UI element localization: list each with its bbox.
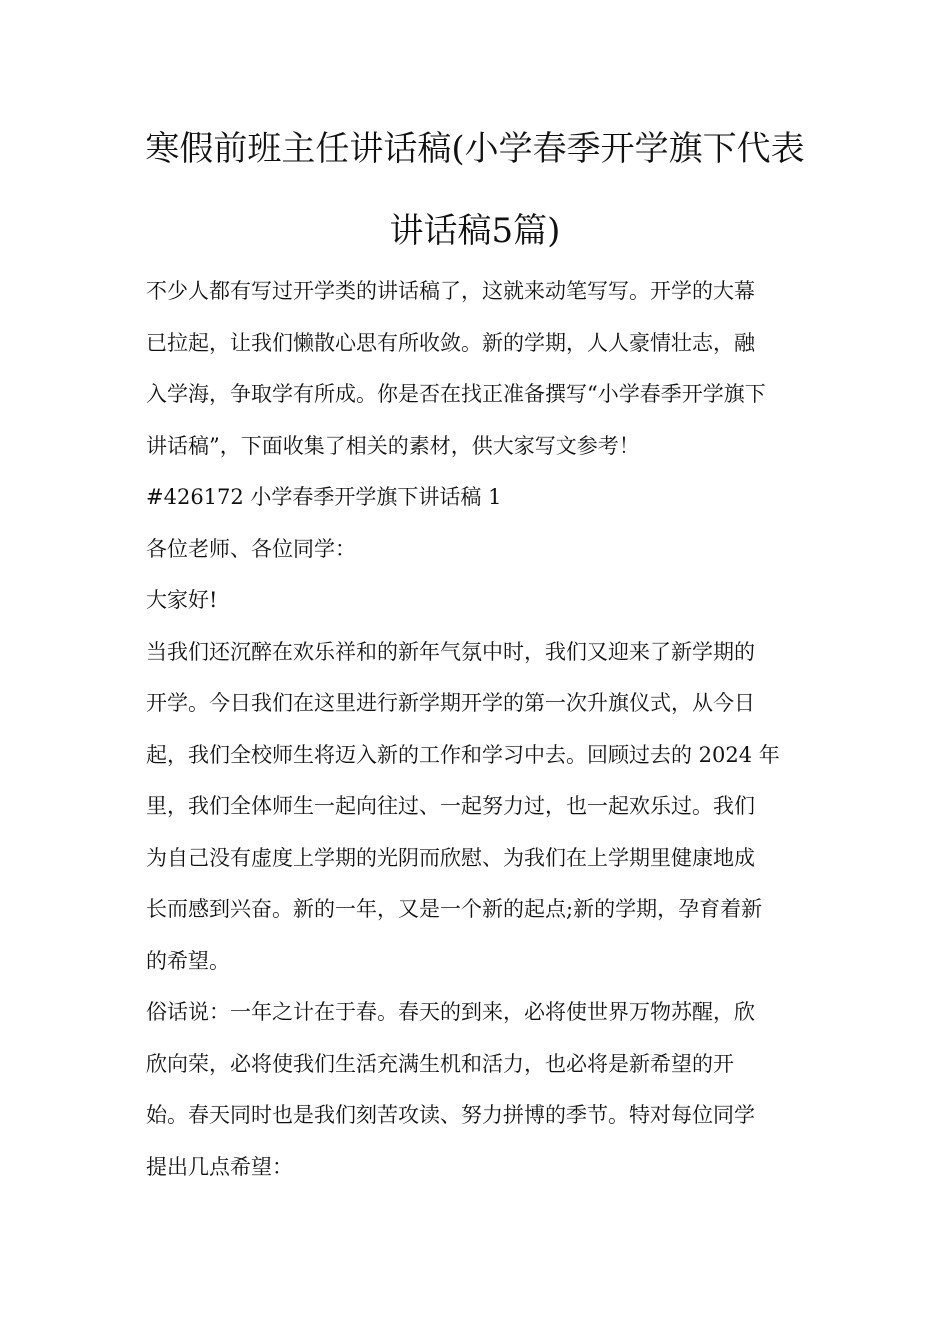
text-line: 已拉起，让我们懒散心思有所收敛。新的学期，人人豪情壮志，融: [146, 330, 755, 355]
greeting: [146, 575, 808, 627]
text-line: 里，我们全体师生一起向往过、一起努力过，也一起欢乐过。我们: [146, 794, 755, 818]
text-line: 讲话稿”，下面收集了相关的素材，供大家写文参考！: [146, 433, 640, 458]
text-line: 始。春天同时也是我们刻苦攻读、努力拼博的季节。特对每位同学: [146, 1103, 755, 1127]
text-line: 起，我们全校师生将迈入新的工作和学习中去。回顾过去的 2024 年: [146, 742, 780, 767]
text-line: 提出几点希望：: [146, 1154, 293, 1179]
text-line: 开学。今日我们在这里进行新学期开学的第一次升旗仪式，从今日: [146, 691, 755, 715]
text-line: 为自己没有虚度上学期的光阴而欣慰、为我们在上学期里健康地成: [146, 845, 755, 870]
paragraph-new-term: [146, 627, 808, 988]
text-line: 当我们还沉醉在欢乐祥和的新年气氛中时，我们又迎来了新学期的: [146, 639, 755, 664]
title-line: 讲话稿5篇): [389, 211, 561, 251]
text-line: 各位老师、各位同学：: [146, 536, 356, 561]
text-line: 俗话说：一年之计在于春。春天的到来，必将使世界万物苏醒，欣: [146, 1000, 755, 1024]
text-line: 的希望。: [146, 948, 230, 973]
salutation: [146, 524, 808, 576]
text-line: 欣向荣，必将使我们生活充满生机和活力，也必将是新希望的开: [146, 1051, 734, 1076]
text-line: 不少人都有写过开学类的讲话稿了，这就来动笔写写。开学的大幕: [146, 279, 755, 303]
title-line: 寒假前班主任讲话稿(小学春季开学旗下代表: [145, 129, 805, 169]
text-line: 长而感到兴奋。新的一年，又是一个新的起点;新的学期，孕育着新: [146, 897, 763, 921]
section-heading: [146, 472, 808, 524]
text-line: #426172 小学春季开学旗下讲话稿 1: [146, 485, 502, 509]
text-line: 大家好!: [146, 588, 218, 612]
document-body: [146, 266, 808, 1193]
document-title: [120, 108, 830, 272]
paragraph-spring: [146, 987, 808, 1193]
paragraph-intro: [146, 266, 808, 472]
text-line: 入学海，争取学有所成。你是否在找正准备撰写“小学春季开学旗下: [146, 382, 766, 406]
